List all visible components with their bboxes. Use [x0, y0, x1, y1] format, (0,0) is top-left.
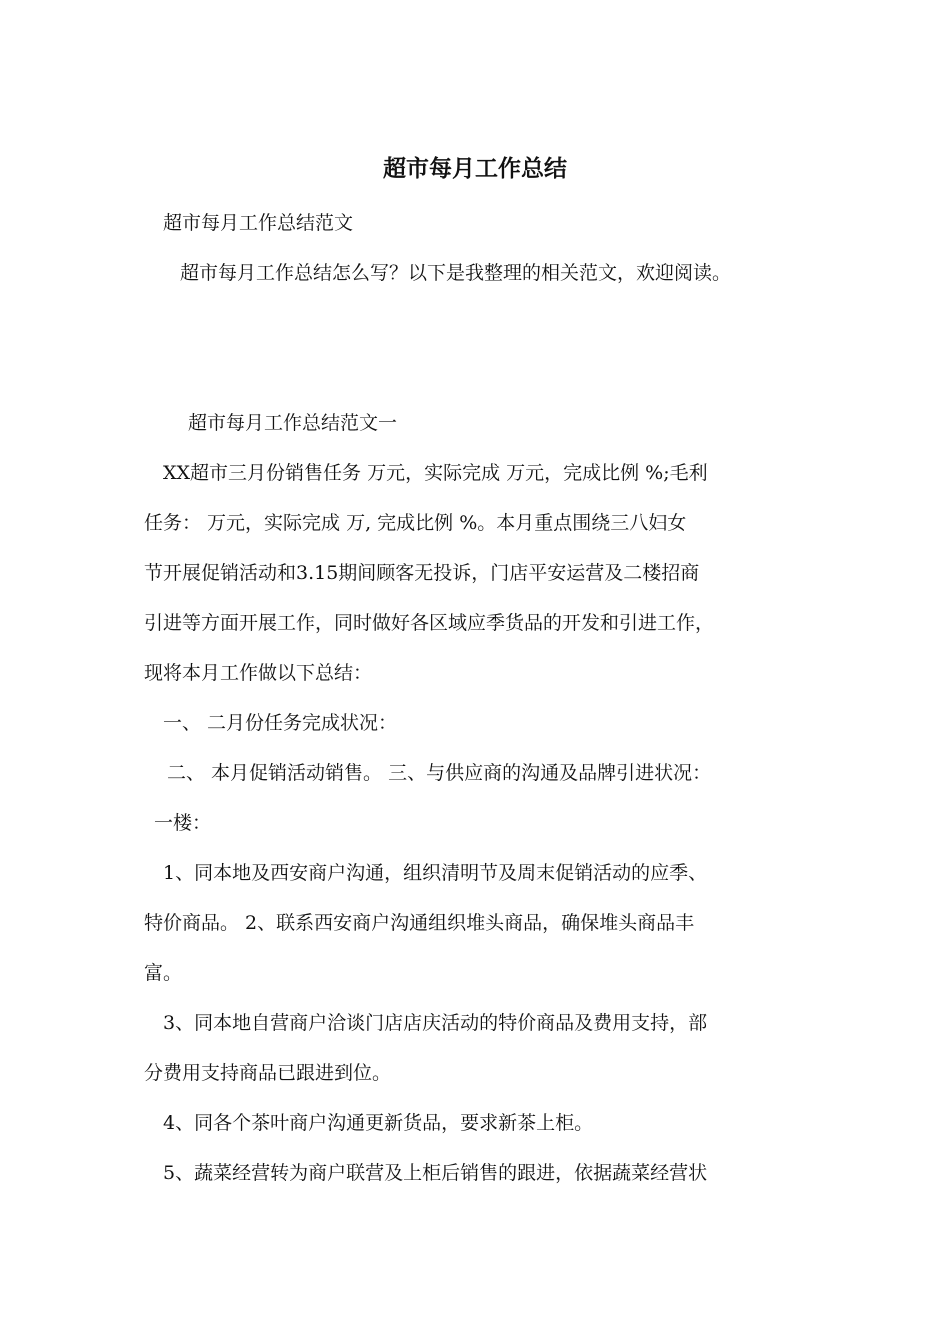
body-line: 任务： 万元，实际完成 万, 完成比例 %。本月重点围绕三八妇女: [144, 512, 687, 534]
list-item: 1、同本地及西安商户沟通，组织清明节及周末促销活动的应季、: [163, 862, 708, 884]
list-item: 3、同本地自营商户洽谈门店店庆活动的特价商品及费用支持，部: [163, 1012, 708, 1034]
document-title: 超市每月工作总结: [383, 155, 567, 182]
body-line: 分费用支持商品已跟进到位。: [144, 1062, 392, 1084]
list-item: 5、蔬菜经营转为商户联营及上柜后销售的跟进，依据蔬菜经营状: [163, 1162, 708, 1184]
list-item: 4、同各个茶叶商户沟通更新货品，要求新茶上柜。: [163, 1112, 594, 1134]
list-item-heading: 一、 二月份任务完成状况：: [163, 712, 398, 734]
body-line: 现将本月工作做以下总结：: [144, 662, 373, 684]
list-item-heading: 二、 本月促销活动销售。 三、与供应商的沟通及品牌引进状况：: [167, 762, 712, 784]
body-line: 一楼：: [154, 812, 212, 834]
section-heading: 超市每月工作总结范文一: [188, 412, 398, 434]
body-line: 富。: [144, 962, 183, 984]
body-line: 节开展促销活动和3.15期间顾客无投诉，门店平安运营及二楼招商: [144, 562, 700, 584]
body-line: 特价商品。 2、联系西安商户沟通组织堆头商品，确保堆头商品丰: [144, 912, 695, 934]
body-line: XX超市三月份销售任务 万元，实际完成 万元，完成比例 %;毛利: [163, 462, 708, 484]
intro-paragraph: 超市每月工作总结怎么写？以下是我整理的相关范文，欢迎阅读。: [180, 262, 732, 284]
body-line: 引进等方面开展工作，同时做好各区域应季货品的开发和引进工作，: [144, 612, 715, 634]
document-subtitle: 超市每月工作总结范文: [163, 212, 354, 234]
